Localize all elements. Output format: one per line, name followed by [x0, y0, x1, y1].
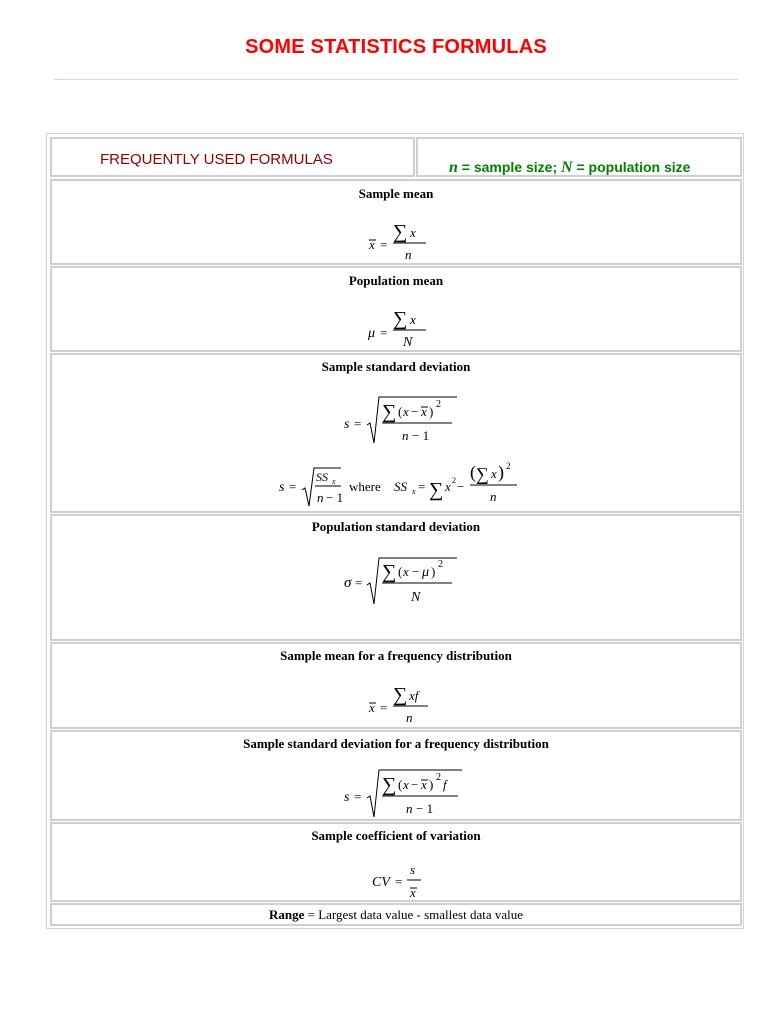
sample-mean-frequency-formula [364, 682, 436, 728]
svg-text:−: − [457, 479, 465, 494]
sample-mean-formula [364, 219, 434, 265]
svg-text:=: = [418, 479, 426, 494]
header-cell-right [416, 137, 742, 177]
svg-text:x: x [410, 225, 416, 240]
svg-text:SS: SS [394, 479, 407, 494]
svg-text:=: = [354, 416, 362, 431]
n-definition: = sample size; [457, 159, 562, 175]
header-title: FREQUENTLY USED FORMULAS [100, 151, 333, 168]
page-title: SOME STATISTICS FORMULAS [245, 36, 547, 58]
population-mean-formula [364, 306, 434, 352]
sample-sd-frequency-formula [342, 766, 468, 822]
svg-text:μ: μ [368, 326, 376, 341]
sample-sd-formula [342, 393, 462, 449]
svg-text:2: 2 [436, 772, 441, 783]
section-sample-sd-frequency [50, 730, 742, 821]
svg-text:=: = [355, 575, 363, 590]
svg-text:x: x [369, 237, 375, 252]
svg-text:): ) [431, 564, 436, 579]
svg-text:): ) [429, 404, 434, 419]
section-label: Sample standard deviation [321, 359, 471, 374]
svg-text:s: s [279, 480, 285, 495]
formula-table [46, 133, 744, 929]
svg-text:∑: ∑ [429, 479, 444, 501]
svg-text:=: = [354, 789, 362, 804]
section-sample-standard-deviation [50, 353, 742, 513]
svg-text:=: = [380, 325, 388, 340]
section-label: Sample mean [358, 186, 434, 201]
section-range [50, 903, 742, 926]
section-population-standard-deviation [50, 514, 742, 641]
svg-text:∑: ∑ [476, 464, 489, 484]
svg-text:(: ( [398, 777, 403, 792]
N-symbol: N [561, 159, 573, 176]
svg-text:=: = [289, 479, 297, 494]
svg-text:μ: μ [422, 565, 430, 580]
svg-text:): ) [429, 777, 434, 792]
section-sample-mean [50, 179, 742, 265]
section-coefficient-of-variation [50, 822, 742, 902]
svg-text:−: − [412, 564, 420, 579]
header-definitions [449, 159, 690, 177]
title-divider [54, 79, 738, 80]
svg-text:x: x [403, 404, 409, 419]
range-text: = Largest data value - smallest data value [304, 907, 523, 922]
svg-text:(: ( [470, 462, 476, 482]
n-symbol: n [449, 159, 458, 176]
svg-text:s: s [344, 417, 350, 432]
svg-text:2: 2 [436, 399, 441, 410]
svg-text:∑: ∑ [382, 774, 397, 796]
svg-text:−: − [411, 404, 419, 419]
svg-text:x: x [369, 700, 375, 715]
svg-text:n: n [406, 710, 413, 725]
svg-text:x: x [410, 312, 416, 327]
svg-text:n: n [402, 428, 409, 443]
section-label: Population mean [348, 273, 444, 288]
svg-text:x: x [403, 777, 409, 792]
svg-text:2: 2 [506, 461, 511, 471]
svg-text:CV: CV [372, 875, 390, 890]
range-definition [52, 907, 740, 923]
svg-text:∑: ∑ [393, 684, 408, 706]
svg-text:xf: xf [409, 688, 419, 703]
svg-text:x: x [403, 564, 409, 579]
svg-text:s: s [410, 862, 416, 877]
svg-text:SS: SS [316, 470, 328, 484]
svg-text:=: = [380, 237, 388, 252]
section-label: Sample mean for a frequency distribution [280, 648, 512, 663]
svg-text:−: − [411, 777, 419, 792]
svg-text:x: x [421, 777, 427, 792]
svg-text:N: N [403, 335, 413, 350]
population-sd-formula [342, 554, 462, 610]
svg-text:− 1: − 1 [326, 490, 344, 505]
section-label: Sample coefficient of variation [311, 828, 481, 843]
svg-text:σ: σ [344, 575, 352, 591]
svg-text:x: x [410, 885, 416, 900]
range-term: Range [268, 907, 305, 922]
section-label: Sample standard deviation for a frequency distribution [243, 736, 549, 751]
svg-text:∑: ∑ [393, 308, 408, 330]
svg-text:): ) [498, 462, 504, 482]
svg-text:(: ( [398, 564, 403, 579]
svg-text:s: s [344, 790, 350, 805]
svg-text:2: 2 [452, 476, 456, 485]
svg-text:x: x [412, 487, 416, 496]
N-definition: = population size [572, 159, 691, 175]
svg-text:x: x [445, 479, 451, 494]
svg-text:n: n [405, 247, 412, 262]
svg-text:=: = [380, 700, 388, 715]
svg-text:∑: ∑ [382, 401, 397, 423]
svg-text:n: n [317, 490, 324, 505]
svg-text:− 1: − 1 [416, 801, 434, 816]
svg-text:x: x [332, 477, 336, 486]
svg-text:N: N [411, 590, 421, 605]
svg-text:∑: ∑ [393, 221, 408, 243]
section-label: Population standard deviation [311, 519, 481, 534]
svg-text:n: n [490, 489, 497, 504]
svg-text:∑: ∑ [382, 561, 397, 583]
svg-text:n: n [406, 801, 413, 816]
section-sample-mean-frequency [50, 642, 742, 729]
coefficient-of-variation-formula [370, 860, 430, 904]
svg-text:− 1: − 1 [412, 428, 430, 443]
svg-text:(: ( [398, 404, 403, 419]
svg-text:x: x [421, 404, 427, 419]
svg-text:f: f [443, 777, 447, 792]
svg-text:=: = [395, 874, 403, 889]
section-population-mean [50, 266, 742, 352]
svg-text:2: 2 [438, 559, 443, 570]
sample-sd-computational-formula [277, 463, 527, 513]
where-text: where [349, 479, 381, 494]
header-cell-left [50, 137, 415, 177]
svg-text:x: x [491, 466, 497, 481]
